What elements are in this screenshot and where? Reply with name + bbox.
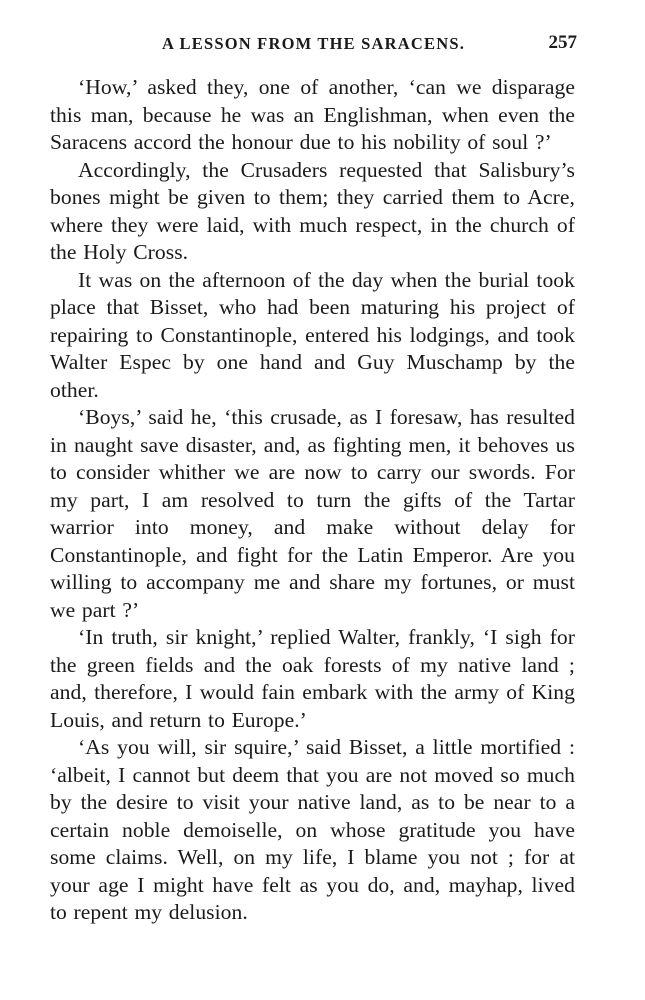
paragraph: ‘As you will, sir squire,’ said Bisset, a little mortified : ‘albeit, I cannot but deem that you are not moved so much by the desire to visit your native land, as to be near to a certain noble demoiselle, on whose gratitude you have some claims. Well, on my life, I blame you not ; for at your age I might have felt as you do, and, mayhap, lived to repent my delusion. <box>50 735 575 924</box>
page-number: 257 <box>548 32 577 53</box>
running-head <box>50 28 577 54</box>
running-title: A LESSON FROM THE SARACENS. <box>162 34 466 53</box>
paragraph: ‘How,’ asked they, one of another, ‘can we disparage this man, because he was an Englishman, when even the Saracens accord the honour due to his nobility of soul ?’ <box>50 75 575 154</box>
paragraph: It was on the afternoon of the day when the burial took place that Bisset, who had been maturing his project of repairing to Constantinople, entered his lodgings, and took Walter Espec by one hand and Guy Muschamp by the other. <box>50 267 575 402</box>
body-text <box>50 74 575 927</box>
paragraph: ‘In truth, sir knight,’ replied Walter, frankly, ‘I sigh for the green fields and the oak forests of my native land ; and, therefore, I would fain embark with the army of King Louis, and return to Europe.’ <box>50 625 575 732</box>
paragraph: ‘Boys,’ said he, ‘this crusade, as I foresaw, has resulted in naught save disaster, and, as fighting men, it behoves us to consider whither we are now to carry our swords. For my part, I am resolved to turn the gifts of the Tartar warrior into money, and make without delay for Constantinople, and fight for the Latin Emperor. Are you willing to accompany me and share my fortunes, or must we part ?’ <box>50 405 575 622</box>
paragraph: Accordingly, the Crusaders requested that Salisbury’s bones might be given to them; they carried them to Acre, where they were laid, with much respect, in the church of the Holy Cross. <box>50 157 575 264</box>
